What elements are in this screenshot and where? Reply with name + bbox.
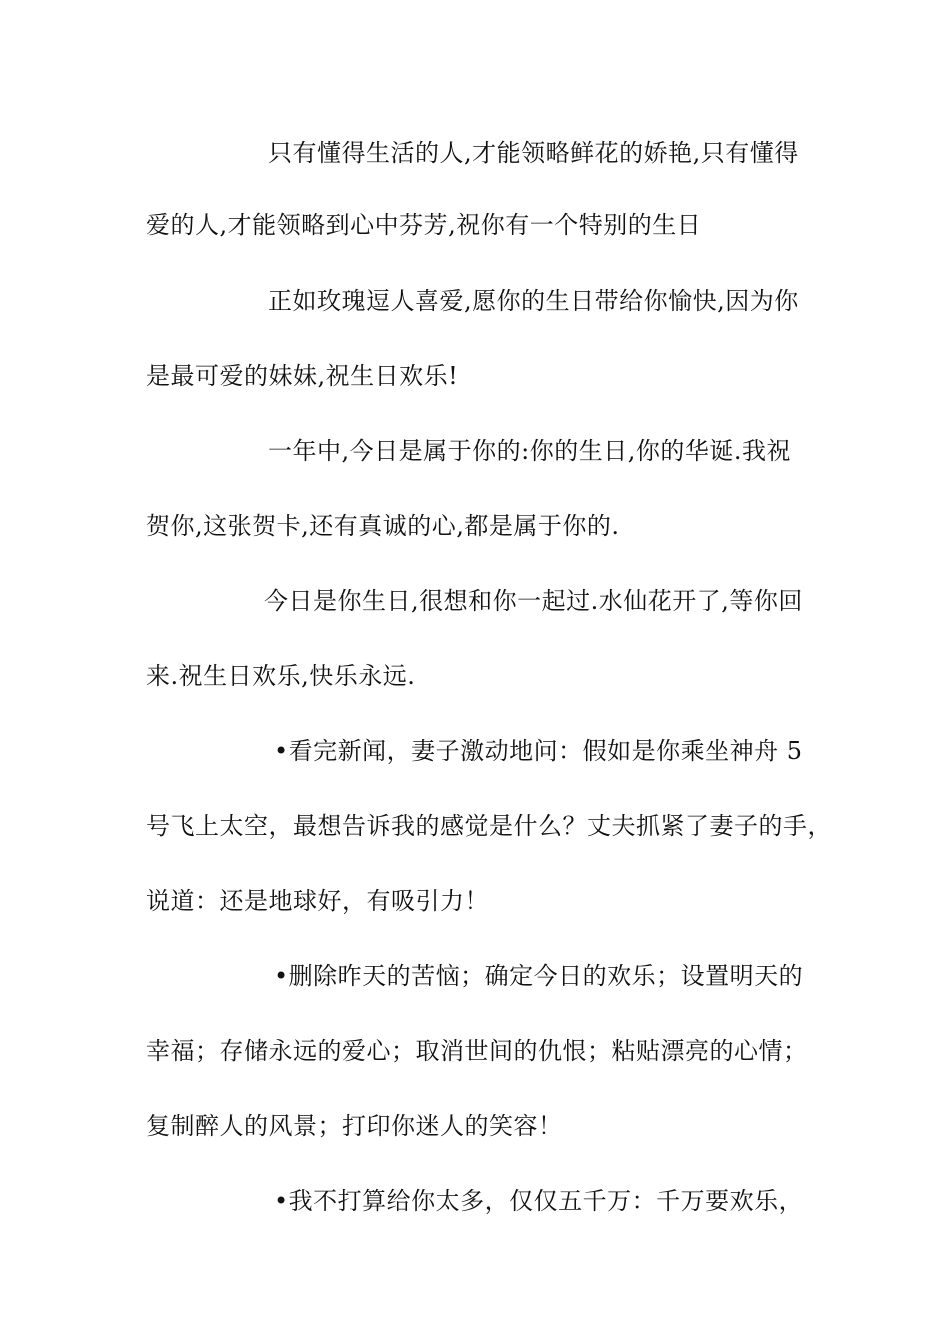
paragraph-6-line-2: 幸福；存储永远的爱心；取消世间的仇恨；粘贴漂亮的心情； bbox=[146, 1037, 808, 1065]
paragraph-5-line-2: 号飞上太空，最想告诉我的感觉是什么？丈夫抓紧了妻子的手， bbox=[146, 812, 832, 840]
paragraph-7-line-1: •我不打算给你太多，仅仅五千万：千万要欢乐， bbox=[274, 1187, 804, 1215]
paragraph-6-line-3: 复制醉人的风景；打印你迷人的笑容！ bbox=[146, 1112, 563, 1140]
paragraph-6-line-1: •删除昨天的苦恼；确定今日的欢乐；设置明天的 bbox=[274, 962, 804, 990]
paragraph-1-line-2: 爱的人,才能领略到心中芬芳,祝你有一个特别的生日 bbox=[146, 211, 702, 239]
paragraph-4-line-1: 今日是你生日,很想和你一起过.水仙花开了,等你回 bbox=[264, 587, 803, 615]
paragraph-4-line-2: 来.祝生日欢乐,快乐永远. bbox=[146, 662, 416, 690]
paragraph-3-line-2: 贺你,这张贺卡,还有真诚的心,都是属于你的. bbox=[146, 512, 620, 540]
paragraph-5-line-3: 说道：还是地球好，有吸引力！ bbox=[146, 887, 489, 915]
paragraph-5-line-1: •看完新闻，妻子激动地问：假如是你乘坐神舟 5 bbox=[274, 737, 803, 765]
paragraph-2-line-1: 正如玫瑰逗人喜爱,愿你的生日带给你愉快,因为你 bbox=[268, 287, 799, 315]
paragraph-2-line-2: 是最可爱的妹妹,祝生日欢乐! bbox=[146, 362, 459, 390]
paragraph-3-line-1: 一年中,今日是属于你的:你的生日,你的华诞.我祝 bbox=[268, 437, 791, 465]
paragraph-1-line-1: 只有懂得生活的人,才能领略鲜花的娇艳,只有懂得 bbox=[268, 139, 799, 167]
